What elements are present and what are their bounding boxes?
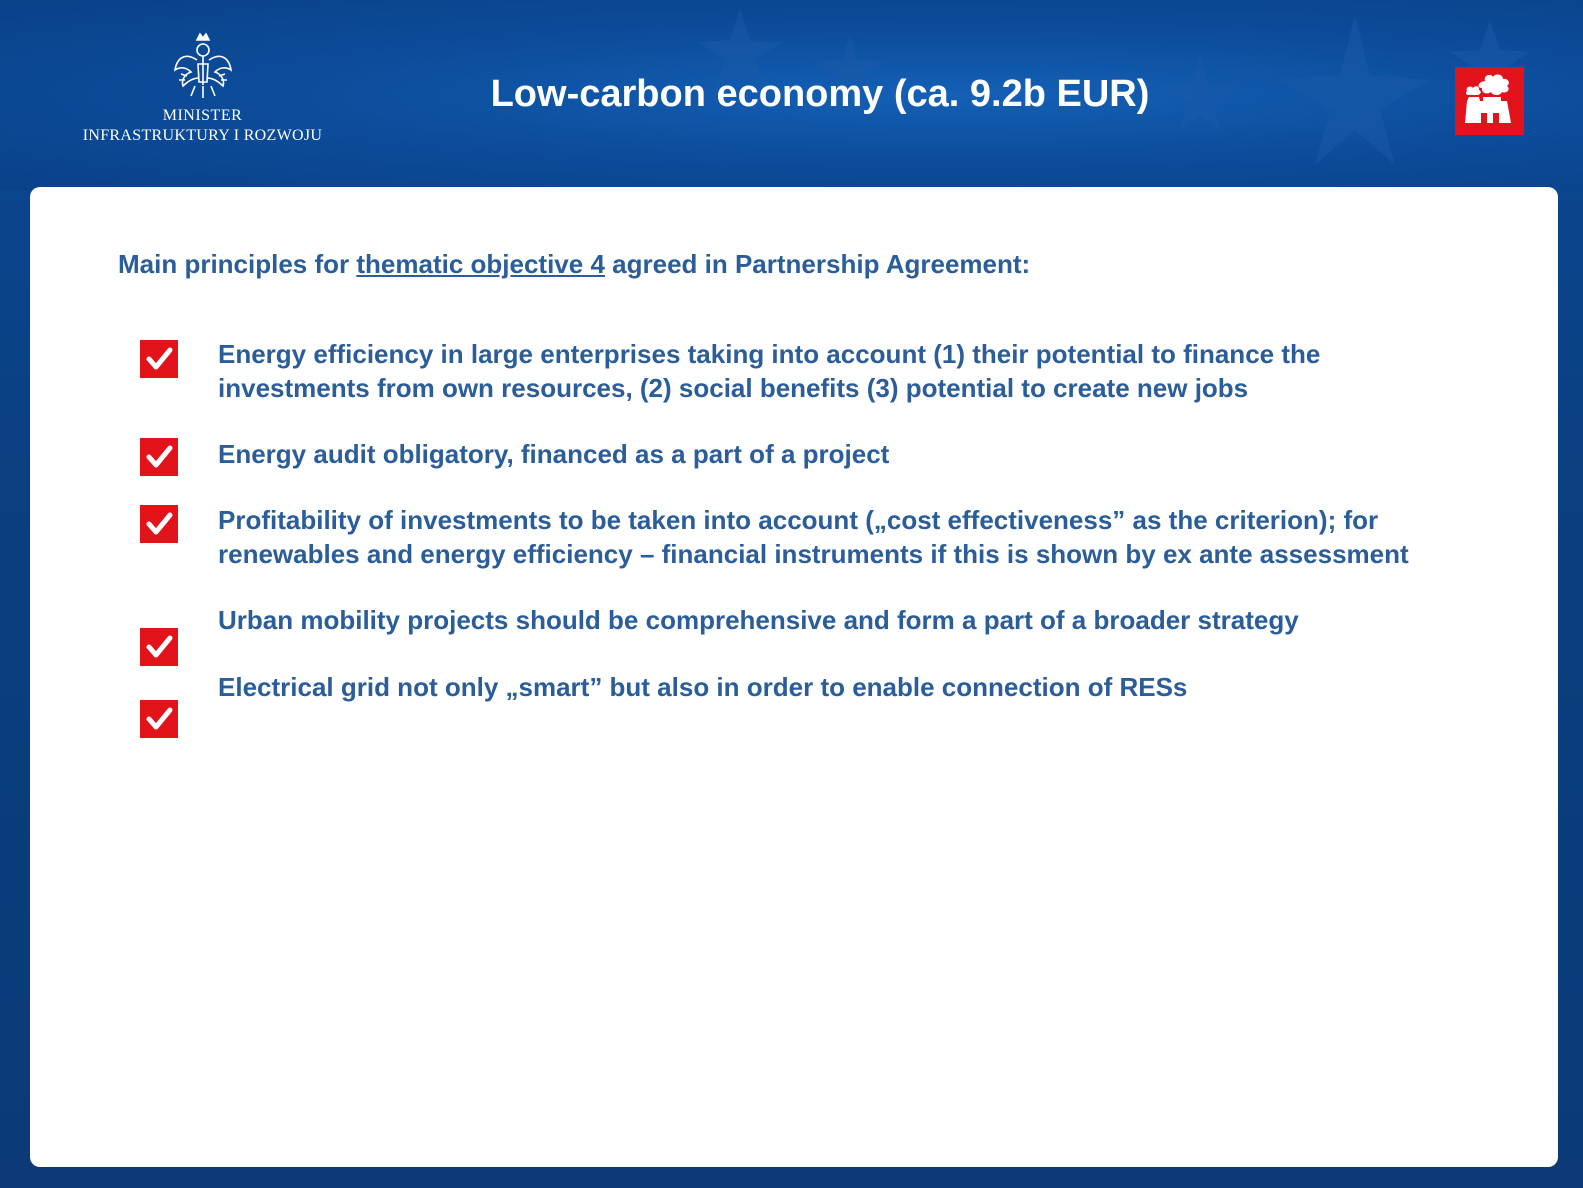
intro-text-after: agreed in Partnership Agreement: [604,249,1031,279]
factory-smoke-icon [1455,67,1524,135]
thematic-objective-link[interactable]: thematic objective 4 [356,249,605,279]
logo-line-minister: MINISTER [162,107,243,124]
check-icon [140,438,178,476]
header-bar [0,0,1583,190]
check-icon [140,505,178,543]
list-item [218,337,1518,405]
list-item [218,670,1518,704]
list-item-line: renewables and energy efficiency – financial instruments if this is shown by ex ante assessment [218,539,1409,569]
check-icon [140,628,178,666]
list-item [218,503,1518,571]
list-item-line: Energy audit obligatory, financed as a part of a project [218,439,890,469]
list-item [218,603,1518,637]
page-title: Low-carbon economy (ca. 9.2b EUR) [490,73,1150,115]
ministry-logo [60,30,345,160]
list-item-line: Electrical grid not only „smart” but also in order to enable connection of RESs [218,672,1188,702]
logo-line-ministry: INFRASTRUKTURY I ROZWOJU [82,127,323,144]
eagle-emblem-icon [171,30,235,102]
intro-heading [118,247,1030,281]
intro-text-before: Main principles for [118,249,357,279]
list-item-line: Energy efficiency in large enterprises taking into account (1) their potential to finance the [218,339,1321,369]
content-panel [30,187,1558,1167]
list-item [218,437,1518,471]
list-item-line: investments from own resources, (2) social benefits (3) potential to create new jobs [218,373,1249,403]
factory-icon [1455,67,1524,135]
list-item-line: Urban mobility projects should be comprehensive and form a part of a broader strategy [218,605,1299,635]
check-icon [140,340,178,378]
list-item-line: Profitability of investments to be taken into account („cost effectiveness” as the criterion); for [218,505,1379,535]
check-icon [140,700,178,738]
